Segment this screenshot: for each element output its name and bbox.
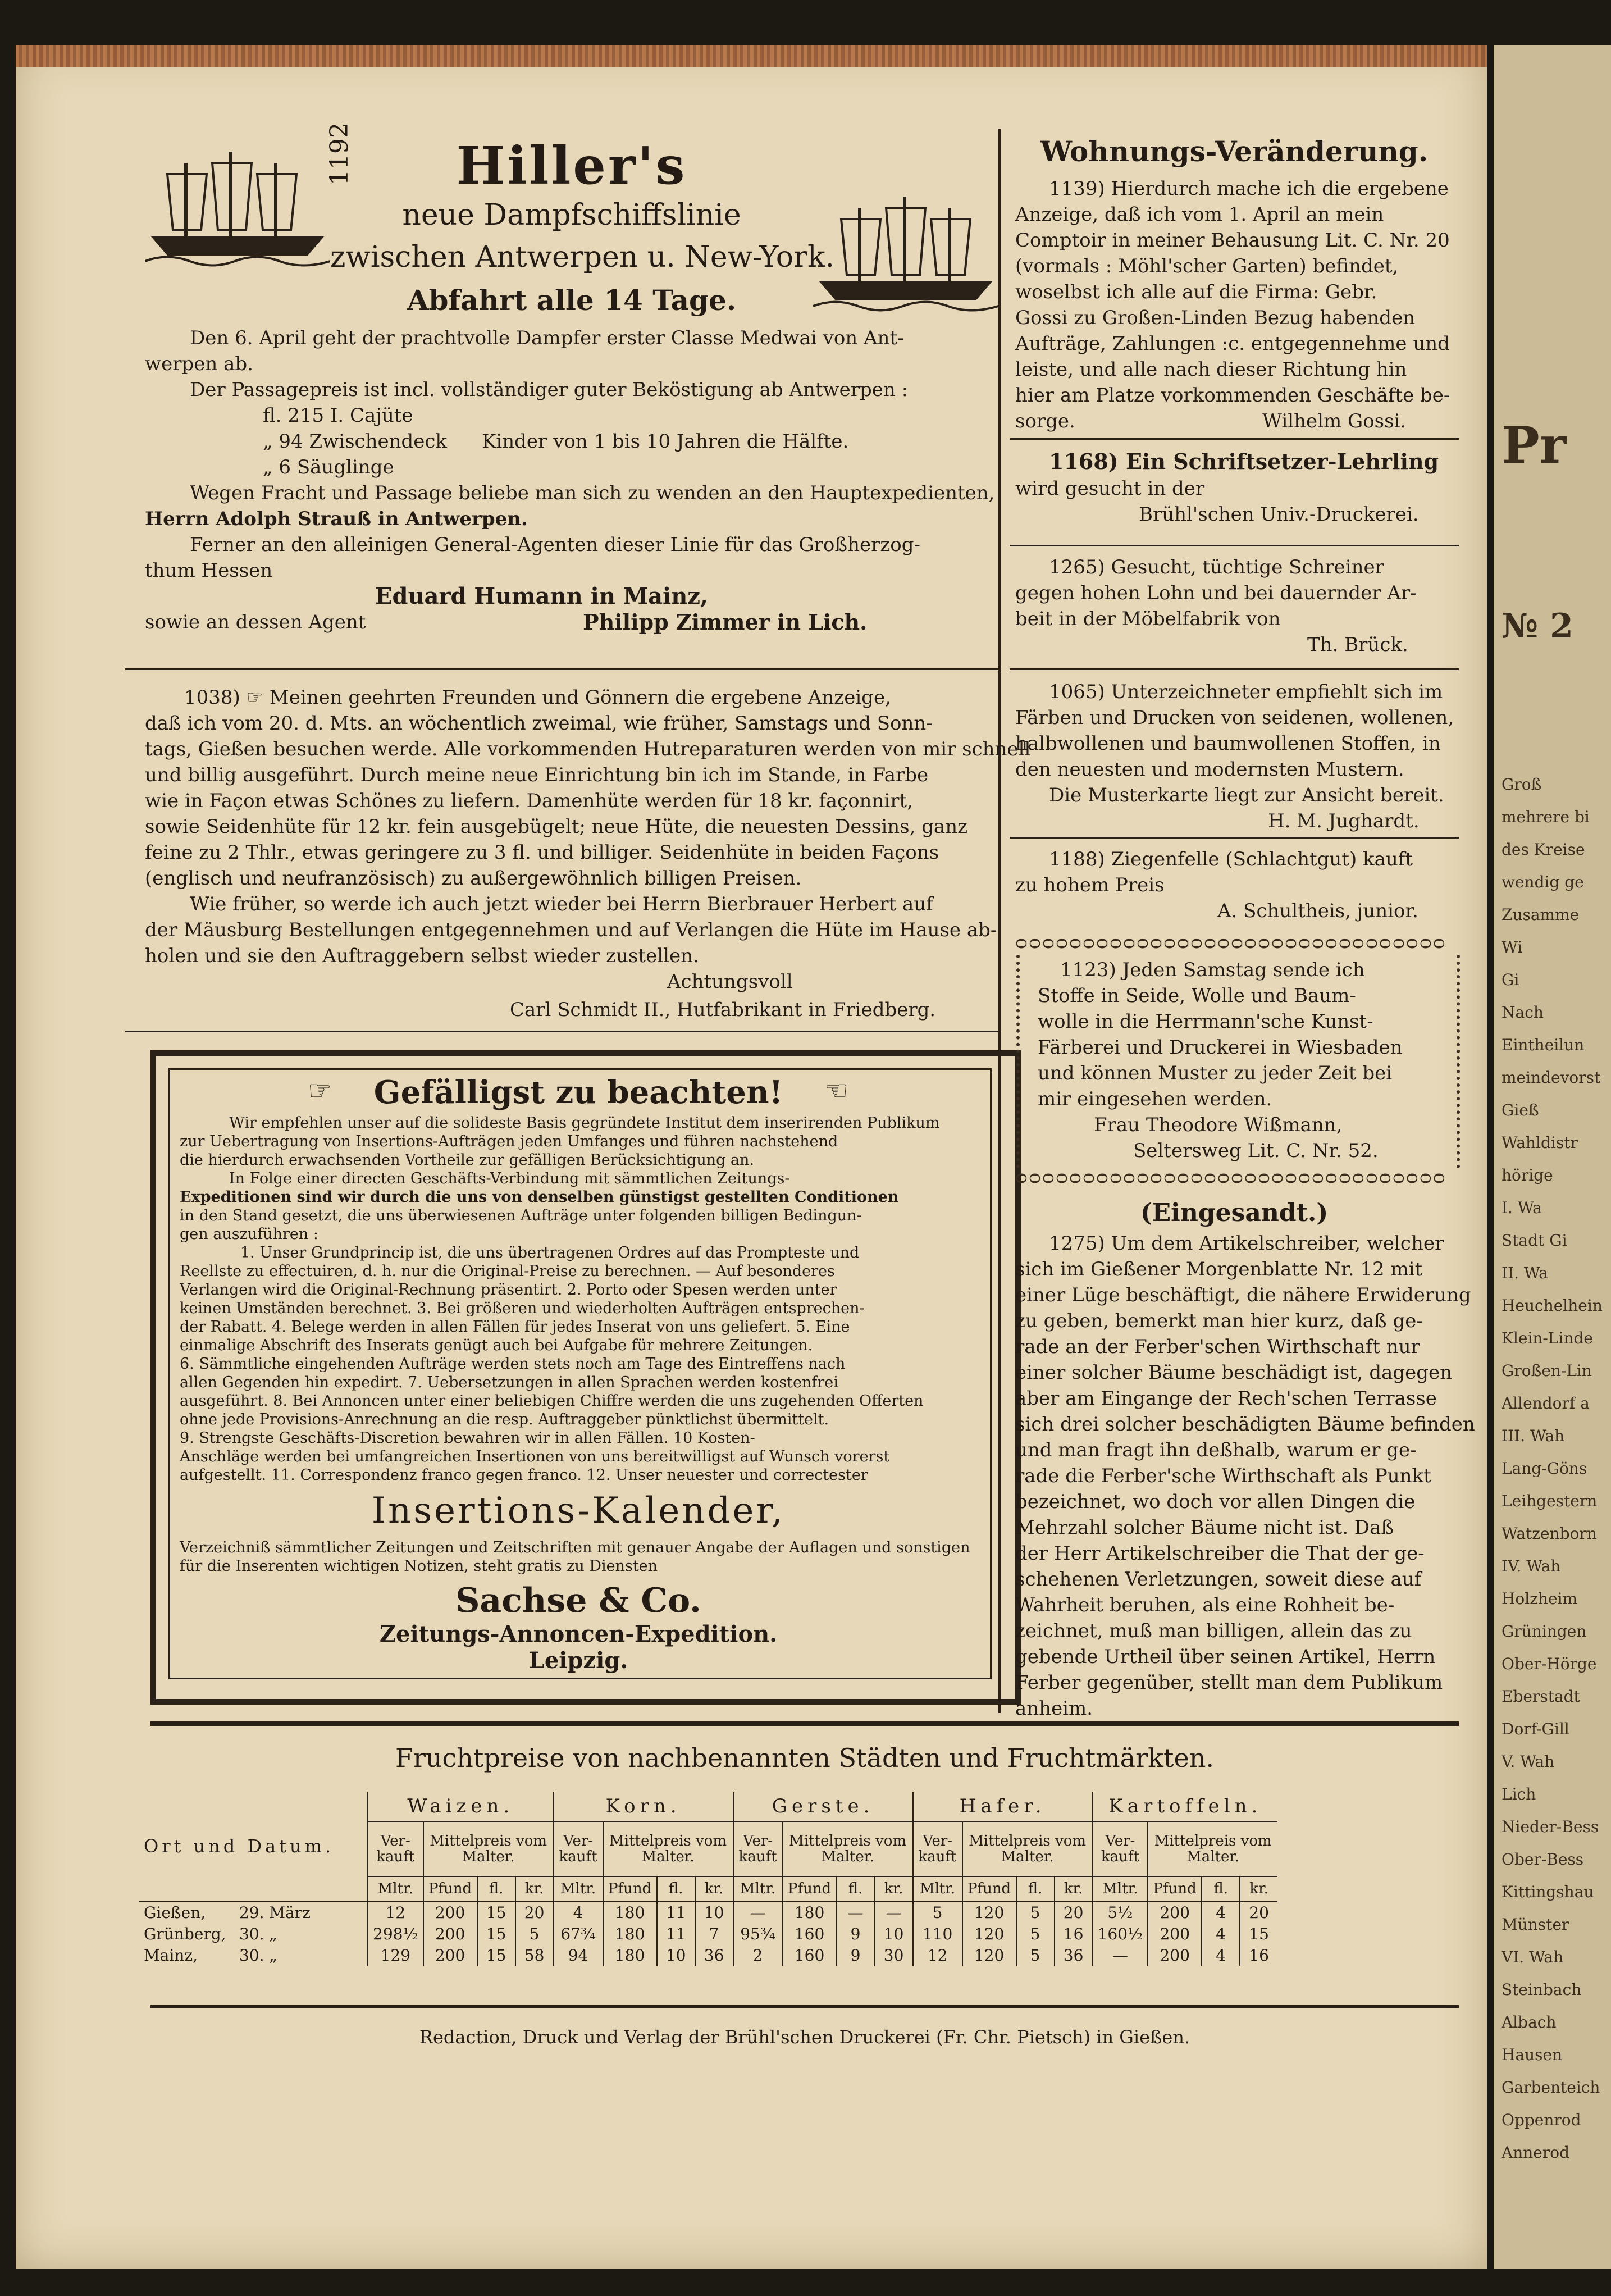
footer-imprint: Redaction, Druck und Verlag der Brühl'schen Druckerei (Fr. Chr. Pietsch) in Gießen. [419,2026,1190,2048]
wissmann-border-right [1448,955,1460,1168]
eingesandt-line: einer Lüge beschäftigt, die nähere Erwiderung [1015,1284,1471,1306]
price-cell: 16 [1055,1923,1093,1944]
price-cell: 180 [603,1944,657,1966]
table-row [139,1901,1277,1923]
adjacent-page-fragment: meindevorst [1502,1068,1601,1087]
sachse-line: 1. Unser Grundprincip ist, die uns übertragenen Ordres auf das Prompteste und [240,1244,860,1261]
jughardt-line: 1065) Unterzeichneter empfiehlt sich im [1049,681,1443,703]
price-cell: 200 [1148,1901,1202,1923]
wohnung-line: hier am Platze vorkommenden Geschäfte be- [1015,384,1450,407]
sachse-line: ausgeführt. 8. Bei Annoncen unter einer beliebigen Chiffre werden die uns zugehenden Offerten [180,1392,924,1410]
price-cell: 160 [783,1944,837,1966]
price-cell: 298½ [368,1923,423,1944]
unit-header: kr. [1240,1876,1277,1901]
price-cell: 160 [783,1923,837,1944]
sub-header: Mittelpreis vom Malter. [423,1821,554,1876]
ziegen-line: 1188) Ziegenfelle (Schlachtgut) kauft [1049,848,1413,871]
sachse-line: gen auszuführen : [180,1226,318,1243]
adjacent-page-fragment: Lang-Göns [1502,1459,1587,1478]
adjacent-page-fragment: Lich [1502,1785,1536,1803]
price-cell: 4 [1202,1944,1240,1966]
schreiner-line: 1265) Gesucht, tüchtige Schreiner [1049,556,1384,578]
sachse-firm: Sachse & Co. [455,1581,701,1620]
price-cell: 180 [603,1901,657,1923]
hiller-line: Eduard Humann in Mainz, [375,583,708,609]
unit-header: fl. [657,1876,695,1901]
price-cell: 15 [1240,1923,1277,1944]
pointing-hand-right-icon: ☞ [824,1075,849,1106]
schreiner-line: beit in der Möbelfabrik von [1015,608,1281,630]
eingesandt-line: Mehrzahl solcher Bäume nicht ist. Daß [1015,1516,1394,1539]
place-date: 30. „ [239,1946,277,1965]
sub-header: Ver-kauft [913,1821,962,1876]
eingesandt-line: und man fragt ihn deßhalb, warum er ge- [1015,1439,1417,1461]
unit-header: fl. [1202,1876,1240,1901]
price-cell: — [875,1901,913,1923]
schmidt-line: holen und sie den Auftraggebern selbst wieder zustellen. [145,945,699,967]
adjacent-page-fragment: Wi [1502,938,1523,956]
sachse-line: allen Gegenden hin expedirt. 7. Uebersetzungen in allen Sprachen werden kostenfrei [180,1374,838,1391]
price-cell: 9 [837,1944,875,1966]
sachse-line: Verlangen wird die Original-Rechnung präsentirt. 2. Porto oder Spesen werden unter [180,1281,837,1299]
schmidt-line: feine zu 2 Thlr., etwas geringere zu 3 fl. und billiger. Seidenhüte in beiden Façons [145,841,939,864]
unit-header: Mltr. [733,1876,783,1901]
adjacent-page-fragment: II. Wa [1502,1264,1548,1282]
price-cell: 5 [515,1923,554,1944]
unit-header: fl. [837,1876,875,1901]
adjacent-page-fragment: Großen-Lin [1502,1361,1592,1380]
section-rule [1010,545,1459,546]
section-rule [1010,438,1459,440]
schmidt-closing: Achtungsvoll [667,971,793,993]
schmidt-line: und billig ausgeführt. Durch meine neue Einrichtung bin ich im Stande, in Farbe [145,764,929,786]
adjacent-page-fragment: hörige [1502,1166,1553,1185]
wissmann-signature: Frau Theodore Wißmann, [1094,1114,1343,1136]
unit-header: fl. [1016,1876,1055,1901]
unit-header: Pfund [1148,1876,1202,1901]
price-cell: 200 [1148,1944,1202,1966]
prices-top-rule [150,1721,1459,1726]
sachse-city: Leipzig. [528,1647,628,1674]
wissmann-line: Stoffe in Seide, Wolle und Baum- [1038,985,1356,1007]
price-cell: 129 [368,1944,423,1966]
wohnung-line: woselbst ich alle auf die Firma: Gebr. [1015,281,1377,303]
wohnung-line: Comptoir in meiner Behausung Lit. C. Nr. 20 [1015,229,1450,252]
place-cell [139,1944,368,1966]
sachse-line: 6. Sämmtliche eingehenden Aufträge werden stets noch am Tage des Eintreffens nach [180,1355,846,1373]
adjacent-page-fragment: Gi [1502,971,1519,989]
price-cell: 4 [554,1901,603,1923]
jughardt-line: Die Musterkarte liegt zur Ansicht bereit. [1049,784,1444,807]
price-cell: 16 [1240,1944,1277,1966]
lehrling-line: 1168) Ein Schriftsetzer-Lehrling [1049,449,1439,474]
schmidt-line: wie in Façon etwas Schönes zu liefern. Damenhüte werden für 18 kr. façonnirt, [145,790,913,812]
group-header: Waizen. [368,1792,554,1821]
unit-header: Mltr. [1093,1876,1148,1901]
price-cell: — [837,1901,875,1923]
wissmann-border-bottom: ᴑᴑᴑᴑᴑᴑᴑᴑᴑᴑᴑᴑᴑᴑᴑᴑᴑᴑᴑᴑᴑᴑᴑᴑᴑᴑᴑᴑᴑᴑᴑᴑ [1015,1166,1446,1188]
adjacent-page-fragment: Annerod [1502,2143,1570,2162]
price-cell: 200 [1148,1923,1202,1944]
hiller-line: Wegen Fracht und Passage beliebe man sich zu wenden an den Hauptexpedienten, [190,482,995,504]
unit-header: Pfund [783,1876,837,1901]
adjacent-page-fragment: Münster [1502,1915,1569,1934]
sachse-line: die hierdurch erwachsenden Vortheile zur gefälligen Berücksichtigung an. [180,1151,755,1169]
sachse-kalender: Insertions-Kalender, [371,1490,786,1532]
section-rule [125,668,998,670]
eingesandt-line: schehenen Verletzungen, soweit diese auf [1015,1568,1422,1591]
price-cell: 15 [477,1901,515,1923]
sub-header: Mittelpreis vom Malter. [603,1821,733,1876]
adjacent-page-fragment: Eintheilun [1502,1036,1585,1054]
wissmann-border-top: ᴑᴑᴑᴑᴑᴑᴑᴑᴑᴑᴑᴑᴑᴑᴑᴑᴑᴑᴑᴑᴑᴑᴑᴑᴑᴑᴑᴑᴑᴑᴑᴑ [1015,931,1446,954]
sachse-line: Anschläge werden bei umfangreichen Insertionen von uns bereitwilligst auf Wunsch vorerst [180,1448,890,1465]
section-rule [1010,668,1459,670]
price-cell: 180 [783,1901,837,1923]
schmidt-line: der Mäusburg Bestellungen entgegennehmen und auf Verlangen die Hüte im Hause ab- [145,919,997,941]
adjacent-page-edge [1494,45,1611,2269]
ziegen-signature: A. Schultheis, junior. [1217,900,1418,922]
lehrling-signature: Brühl'schen Univ.-Druckerei. [1139,503,1419,526]
price-cell: 10 [875,1923,913,1944]
prices-title: Fruchtpreise von nachbenannten Städten und Fruchtmärkten. [395,1743,1214,1773]
group-header: Gerste. [733,1792,913,1821]
section-rule [1010,837,1459,839]
hiller-line: fl. 215 I. Cajüte [263,404,413,427]
price-cell: 58 [515,1944,554,1966]
adjacent-page-fragment: mehrere bi [1502,808,1590,826]
wissmann-line: 1123) Jeden Samstag sende ich [1060,959,1365,981]
place-cell [139,1923,368,1944]
price-cell: 200 [423,1901,477,1923]
adjacent-page-fragment: Zusamme [1502,905,1580,924]
place-name: Mainz, [144,1946,198,1965]
price-cell: 180 [603,1923,657,1944]
wohnung-line: sorge. [1015,410,1075,432]
adjacent-page-fragment: Ober-Bess [1502,1850,1584,1869]
sachse-line: Wir empfehlen unser auf die solideste Basis gegründete Institut dem inserirenden Publikum [229,1114,940,1132]
adjacent-page-fragment: Wahldistr [1502,1133,1578,1152]
wissmann-border-left [1016,955,1029,1168]
eingesandt-line: sich im Gießener Morgenblatte Nr. 12 mit [1015,1258,1423,1281]
price-cell: 36 [695,1944,733,1966]
adjacent-page-fragment: Kittingshau [1502,1883,1594,1901]
hiller-line: werpen ab. [145,353,253,375]
schmidt-line: (englisch und neufranzösisch) zu außergewöhnlich billigen Preisen. [145,867,802,890]
sachse-line: der Rabatt. 4. Belege werden in allen Fällen für jedes Inserat von uns geliefert. 5. Eine [180,1318,850,1336]
price-cell: 12 [913,1944,962,1966]
price-cell: 120 [962,1901,1016,1923]
hiller-line: Herrn Adolph Strauß in Antwerpen. [145,508,528,530]
group-header: Kartoffeln. [1093,1792,1278,1821]
price-cell: 11 [657,1901,695,1923]
adjacent-page-fragment: des Kreise [1502,840,1585,859]
price-cell: — [733,1901,783,1923]
unit-header: fl. [477,1876,515,1901]
price-cell: 160½ [1093,1923,1148,1944]
unit-header: Mltr. [368,1876,423,1901]
price-cell: 5½ [1093,1901,1148,1923]
place-header: Ort und Datum. [139,1792,368,1901]
price-cell: 95¾ [733,1923,783,1944]
price-cell: 20 [515,1901,554,1923]
price-cell: 10 [657,1944,695,1966]
unit-header: Mltr. [554,1876,603,1901]
price-cell: 7 [695,1923,733,1944]
price-cell: — [1093,1944,1148,1966]
adjacent-page-fragment: VI. Wah [1502,1948,1564,1966]
price-cell: 12 [368,1901,423,1923]
wohnung-line: 1139) Hierdurch mache ich die ergebene [1049,177,1449,200]
adjacent-page-fragment: Nieder-Bess [1502,1817,1599,1836]
wissmann-line: wolle in die Herrmann'sche Kunst- [1038,1010,1373,1033]
eingesandt-line: zeichnet, muß man billigen, allein das zu [1015,1620,1412,1642]
steamship-right-icon [813,185,998,320]
sachse-line: Reellste zu effectuiren, d. h. nur die Original-Preise zu berechnen. — Auf besonderes [180,1263,835,1280]
wohnung-line: Gossi zu Großen-Linden Bezug habenden [1015,307,1416,329]
adjacent-page-fragment: Leihgestern [1502,1492,1598,1510]
price-cell: 94 [554,1944,603,1966]
adjacent-page-fragment: Gieß [1502,1101,1539,1119]
schmidt-line: sowie Seidenhüte für 12 kr. fein ausgebügelt; neue Hüte, die neuesten Dessins, ganz [145,816,968,838]
adjacent-page-fragment: V. Wah [1502,1752,1555,1771]
hiller-line: thum Hessen [145,559,273,582]
adjacent-page-fragment: № 2 [1502,607,1573,646]
price-rows [139,1901,1277,1966]
schmidt-signature: Carl Schmidt II., Hutfabrikant in Friedberg. [510,999,936,1021]
hiller-route: zwischen Antwerpen u. New-York. [330,240,834,274]
sachse-line: Expeditionen sind wir durch die uns von denselben günstigst gestellten Conditionen [180,1188,899,1206]
adjacent-page-fragment: I. Wa [1502,1199,1542,1217]
wohnung-line: Anzeige, daß ich vom 1. April an mein [1015,203,1384,226]
wissmann-line: und können Muster zu jeder Zeit bei [1038,1062,1393,1085]
wohnung-signature: Wilhelm Gossi. [1262,410,1407,432]
adjacent-page-fragment: III. Wah [1502,1427,1565,1445]
eingesandt-line: 1275) Um dem Artikelschreiber, welcher [1049,1232,1444,1255]
adjacent-page-fragment: Groß [1502,775,1542,794]
eingesandt-line: zu geben, bemerkt man hier kurz, daß ge- [1015,1310,1423,1332]
unit-header: Pfund [423,1876,477,1901]
eingesandt-line: anheim. [1015,1697,1093,1720]
hiller-line: Den 6. April geht der prachtvolle Dampfer erster Classe Medwai von Ant- [190,327,904,349]
eingesandt-line: rade an der Ferber'schen Wirthschaft nur [1015,1336,1420,1358]
schmidt-line: Wie früher, so werde ich auch jetzt wieder bei Herrn Bierbrauer Herbert auf [190,893,933,915]
price-cell: 15 [477,1923,515,1944]
sachse-line: aufgestellt. 11. Correspondenz franco gegen franco. 12. Unser neuester und correctester [180,1466,868,1484]
wissmann-line: mir eingesehen werden. [1038,1088,1272,1110]
jughardt-signature: H. M. Jughardt. [1268,810,1420,832]
sub-header: Ver-kauft [368,1821,423,1876]
hiller-title: Hiller's [456,135,687,196]
eingesandt-line: aber am Eingange der Rech'schen Terrasse [1015,1387,1437,1410]
place-name: Gießen, [144,1903,206,1922]
eingesandt-line: einer solcher Bäume beschädigt ist, dagegen [1015,1361,1453,1384]
eingesandt-line: bezeichnet, wo doch vor allen Dingen die [1015,1491,1416,1513]
place-cell [139,1901,368,1923]
price-cell: 9 [837,1923,875,1944]
sachse-title: Gefälligst zu beachten! [373,1074,783,1111]
unit-header: kr. [875,1876,913,1901]
wohnung-line: Aufträge, Zahlungen :c. entgegennehme und [1015,332,1450,355]
unit-header: Pfund [603,1876,657,1901]
sachse-line: In Folge einer directen Geschäfts-Verbindung mit sämmtlichen Zeitungs- [229,1170,790,1187]
group-header: Korn. [554,1792,733,1821]
price-cell: 200 [423,1923,477,1944]
group-header: Hafer. [913,1792,1093,1821]
price-cell: 11 [657,1923,695,1944]
eingesandt-line: sich drei solcher beschädigten Bäume befinden [1015,1413,1475,1436]
price-cell: 120 [962,1923,1016,1944]
schmidt-line: daß ich vom 20. d. Mts. an wöchentlich zweimal, wie früher, Samstags und Sonn- [145,712,933,735]
wissmann-line: Färberei und Druckerei in Wiesbaden [1038,1036,1403,1059]
wohnung-title: Wohnungs-Veränderung. [1040,135,1429,168]
sachse-line: keinen Umständen berechnet. 3. Bei größeren und wiederholten Aufträgen entsprechen- [180,1300,865,1317]
price-cell: 20 [1240,1901,1277,1923]
unit-header: kr. [515,1876,554,1901]
sub-header: Ver-kauft [733,1821,783,1876]
hiller-line: Ferner an den alleinigen General-Agenten dieser Linie für das Großherzog- [190,534,921,556]
sachse-line: ohne jede Provisions-Anrechnung an die resp. Auftraggeber pünktlichst übermittelt. [180,1411,829,1428]
jughardt-line: den neuesten und modernsten Mustern. [1015,758,1404,781]
schmidt-line: tags, Gießen besuchen werde. Alle vorkommenden Hutreparaturen werden von mir schnell [145,738,1031,760]
steamship-left-icon [145,129,330,275]
adjacent-page-fragment: Eberstadt [1502,1687,1580,1706]
adjacent-page-fragment: Ober-Hörge [1502,1655,1597,1673]
price-cell: 5 [1016,1944,1055,1966]
hiller-line: Kinder von 1 bis 10 Jahren die Hälfte. [482,430,849,453]
unit-header: kr. [1055,1876,1093,1901]
place-date: 30. „ [239,1924,277,1943]
price-cell: 110 [913,1923,962,1944]
sub-header: Mittelpreis vom Malter. [783,1821,913,1876]
schreiner-signature: Th. Brück. [1307,634,1408,656]
section-rule [125,1031,998,1032]
adjacent-page-fragment: IV. Wah [1502,1557,1561,1575]
eingesandt-line: der Herr Artikelschreiber die That der ge- [1015,1542,1425,1565]
hiller-line: Philipp Zimmer in Lich. [583,609,868,635]
place-date: 29. März [239,1903,311,1922]
sachse-line: einmalige Abschrift des Inserats genügt auch bei Aufgabe für mehrere Zeitungen. [180,1337,813,1354]
wohnung-line: (vormals : Möhl'scher Garten) befindet, [1015,255,1399,277]
sub-header: Mittelpreis vom Malter. [1148,1821,1277,1876]
sachse-line: in den Stand gesetzt, die uns überwiesenen Aufträge unter folgenden billigen Bedingun- [180,1207,862,1224]
adjacent-page-fragment: Allendorf a [1502,1394,1590,1413]
lehrling-line: wird gesucht in der [1015,477,1205,500]
price-cell: 4 [1202,1901,1240,1923]
jughardt-line: Färben und Drucken von seidenen, wollenen, [1015,707,1454,729]
eingesandt-line: Wahrheit beruhen, als eine Rohheit be- [1015,1594,1395,1616]
adjacent-page-fragment: Pr [1502,416,1567,475]
pointing-hand-left-icon: ☞ [308,1075,332,1106]
adjacent-page-fragment: Stadt Gi [1502,1231,1567,1250]
price-cell: 20 [1055,1901,1093,1923]
place-name: Grünberg, [144,1924,226,1943]
price-cell: 5 [913,1901,962,1923]
adjacent-page-fragment: Steinbach [1502,1980,1582,1999]
table-row [139,1944,1277,1966]
unit-header: kr. [695,1876,733,1901]
price-cell: 2 [733,1944,783,1966]
sachse-line: 9. Strengste Geschäfts-Discretion bewahren wir in allen Fällen. 10 Kosten- [180,1429,755,1447]
table-row [139,1923,1277,1944]
hiller-line: „ 94 Zwischendeck [263,430,448,453]
adjacent-page-fragment: wendig ge [1502,873,1584,891]
page-top-edge [16,45,1487,67]
prices-bottom-rule [150,2005,1459,2008]
price-cell: 15 [477,1944,515,1966]
sub-header: Mittelpreis vom Malter. [962,1821,1093,1876]
hiller-line: sowie an dessen Agent [145,611,366,634]
price-cell: 30 [875,1944,913,1966]
hiller-line: Der Passagepreis ist incl. vollständiger guter Beköstigung ab Antwerpen : [190,379,909,401]
sachse-firm-sub: Zeitungs-Annoncen-Expedition. [379,1621,778,1647]
unit-header: Pfund [962,1876,1016,1901]
schmidt-line: 1038) ☞ Meinen geehrten Freunden und Gönnern die ergebene Anzeige, [184,686,891,709]
jughardt-line: halbwollenen und baumwollenen Stoffen, in [1015,732,1441,755]
sub-header: Ver-kauft [1093,1821,1148,1876]
adjacent-page-fragment: Klein-Linde [1502,1329,1593,1347]
price-cell: 5 [1016,1901,1055,1923]
eingesandt-line: rade die Ferber'sche Wirthschaft als Punkt [1015,1465,1431,1487]
adjacent-page-fragment: Hausen [1502,2046,1563,2064]
ziegen-line: zu hohem Preis [1015,874,1165,896]
hiller-line: „ 6 Säuglinge [263,456,394,479]
prices-table [139,1792,1277,1966]
wissmann-address: Seltersweg Lit. C. Nr. 52. [1133,1140,1379,1162]
adjacent-page-fragment: Dorf-Gill [1502,1720,1569,1738]
hiller-departure: Abfahrt alle 14 Tage. [407,284,737,317]
price-cell: 10 [695,1901,733,1923]
adjacent-page-fragment: Albach [1502,2013,1557,2031]
eingesandt-line: Ferber gegenüber, stellt man dem Publikum [1015,1671,1443,1694]
price-cell: 4 [1202,1923,1240,1944]
adjacent-page-fragment: Nach [1502,1003,1544,1022]
price-cell: 200 [423,1944,477,1966]
adjacent-page-fragment: Grüningen [1502,1622,1587,1641]
sachse-after-line: Verzeichniß sämmtlicher Zeitungen und Zeitschriften mit genauer Angabe der Auflagen und sonstigen [180,1539,970,1556]
price-cell: 120 [962,1944,1016,1966]
eingesandt-line: gebende Urtheil über seinen Artikel, Herrn [1015,1646,1436,1668]
newspaper-page [16,45,1487,2269]
adjacent-page-fragment: Heuchelhein [1502,1296,1603,1315]
price-cell: 67¾ [554,1923,603,1944]
price-cell: 5 [1016,1923,1055,1944]
page-number: 1192 [325,122,354,185]
sub-header: Ver-kauft [554,1821,603,1876]
adjacent-page-fragment: Holzheim [1502,1589,1578,1608]
sachse-after-line: für die Inserenten wichtigen Notizen, steht gratis zu Diensten [180,1557,658,1575]
hiller-subtitle: neue Dampfschiffslinie [402,198,741,232]
adjacent-page-fragment: Watzenborn [1502,1524,1597,1543]
unit-header: Mltr. [913,1876,962,1901]
adjacent-page-fragment: Garbenteich [1502,2078,1600,2097]
eingesandt-title: (Eingesandt.) [1140,1199,1329,1227]
sachse-line: zur Uebertragung von Insertions-Aufträgen jeden Umfanges und führen nachstehend [180,1133,838,1150]
wohnung-line: leiste, und alle nach dieser Richtung hin [1015,358,1407,381]
price-cell: 36 [1055,1944,1093,1966]
adjacent-page-fragment: Oppenrod [1502,2111,1581,2129]
schreiner-line: gegen hohen Lohn und bei dauernder Ar- [1015,582,1417,604]
